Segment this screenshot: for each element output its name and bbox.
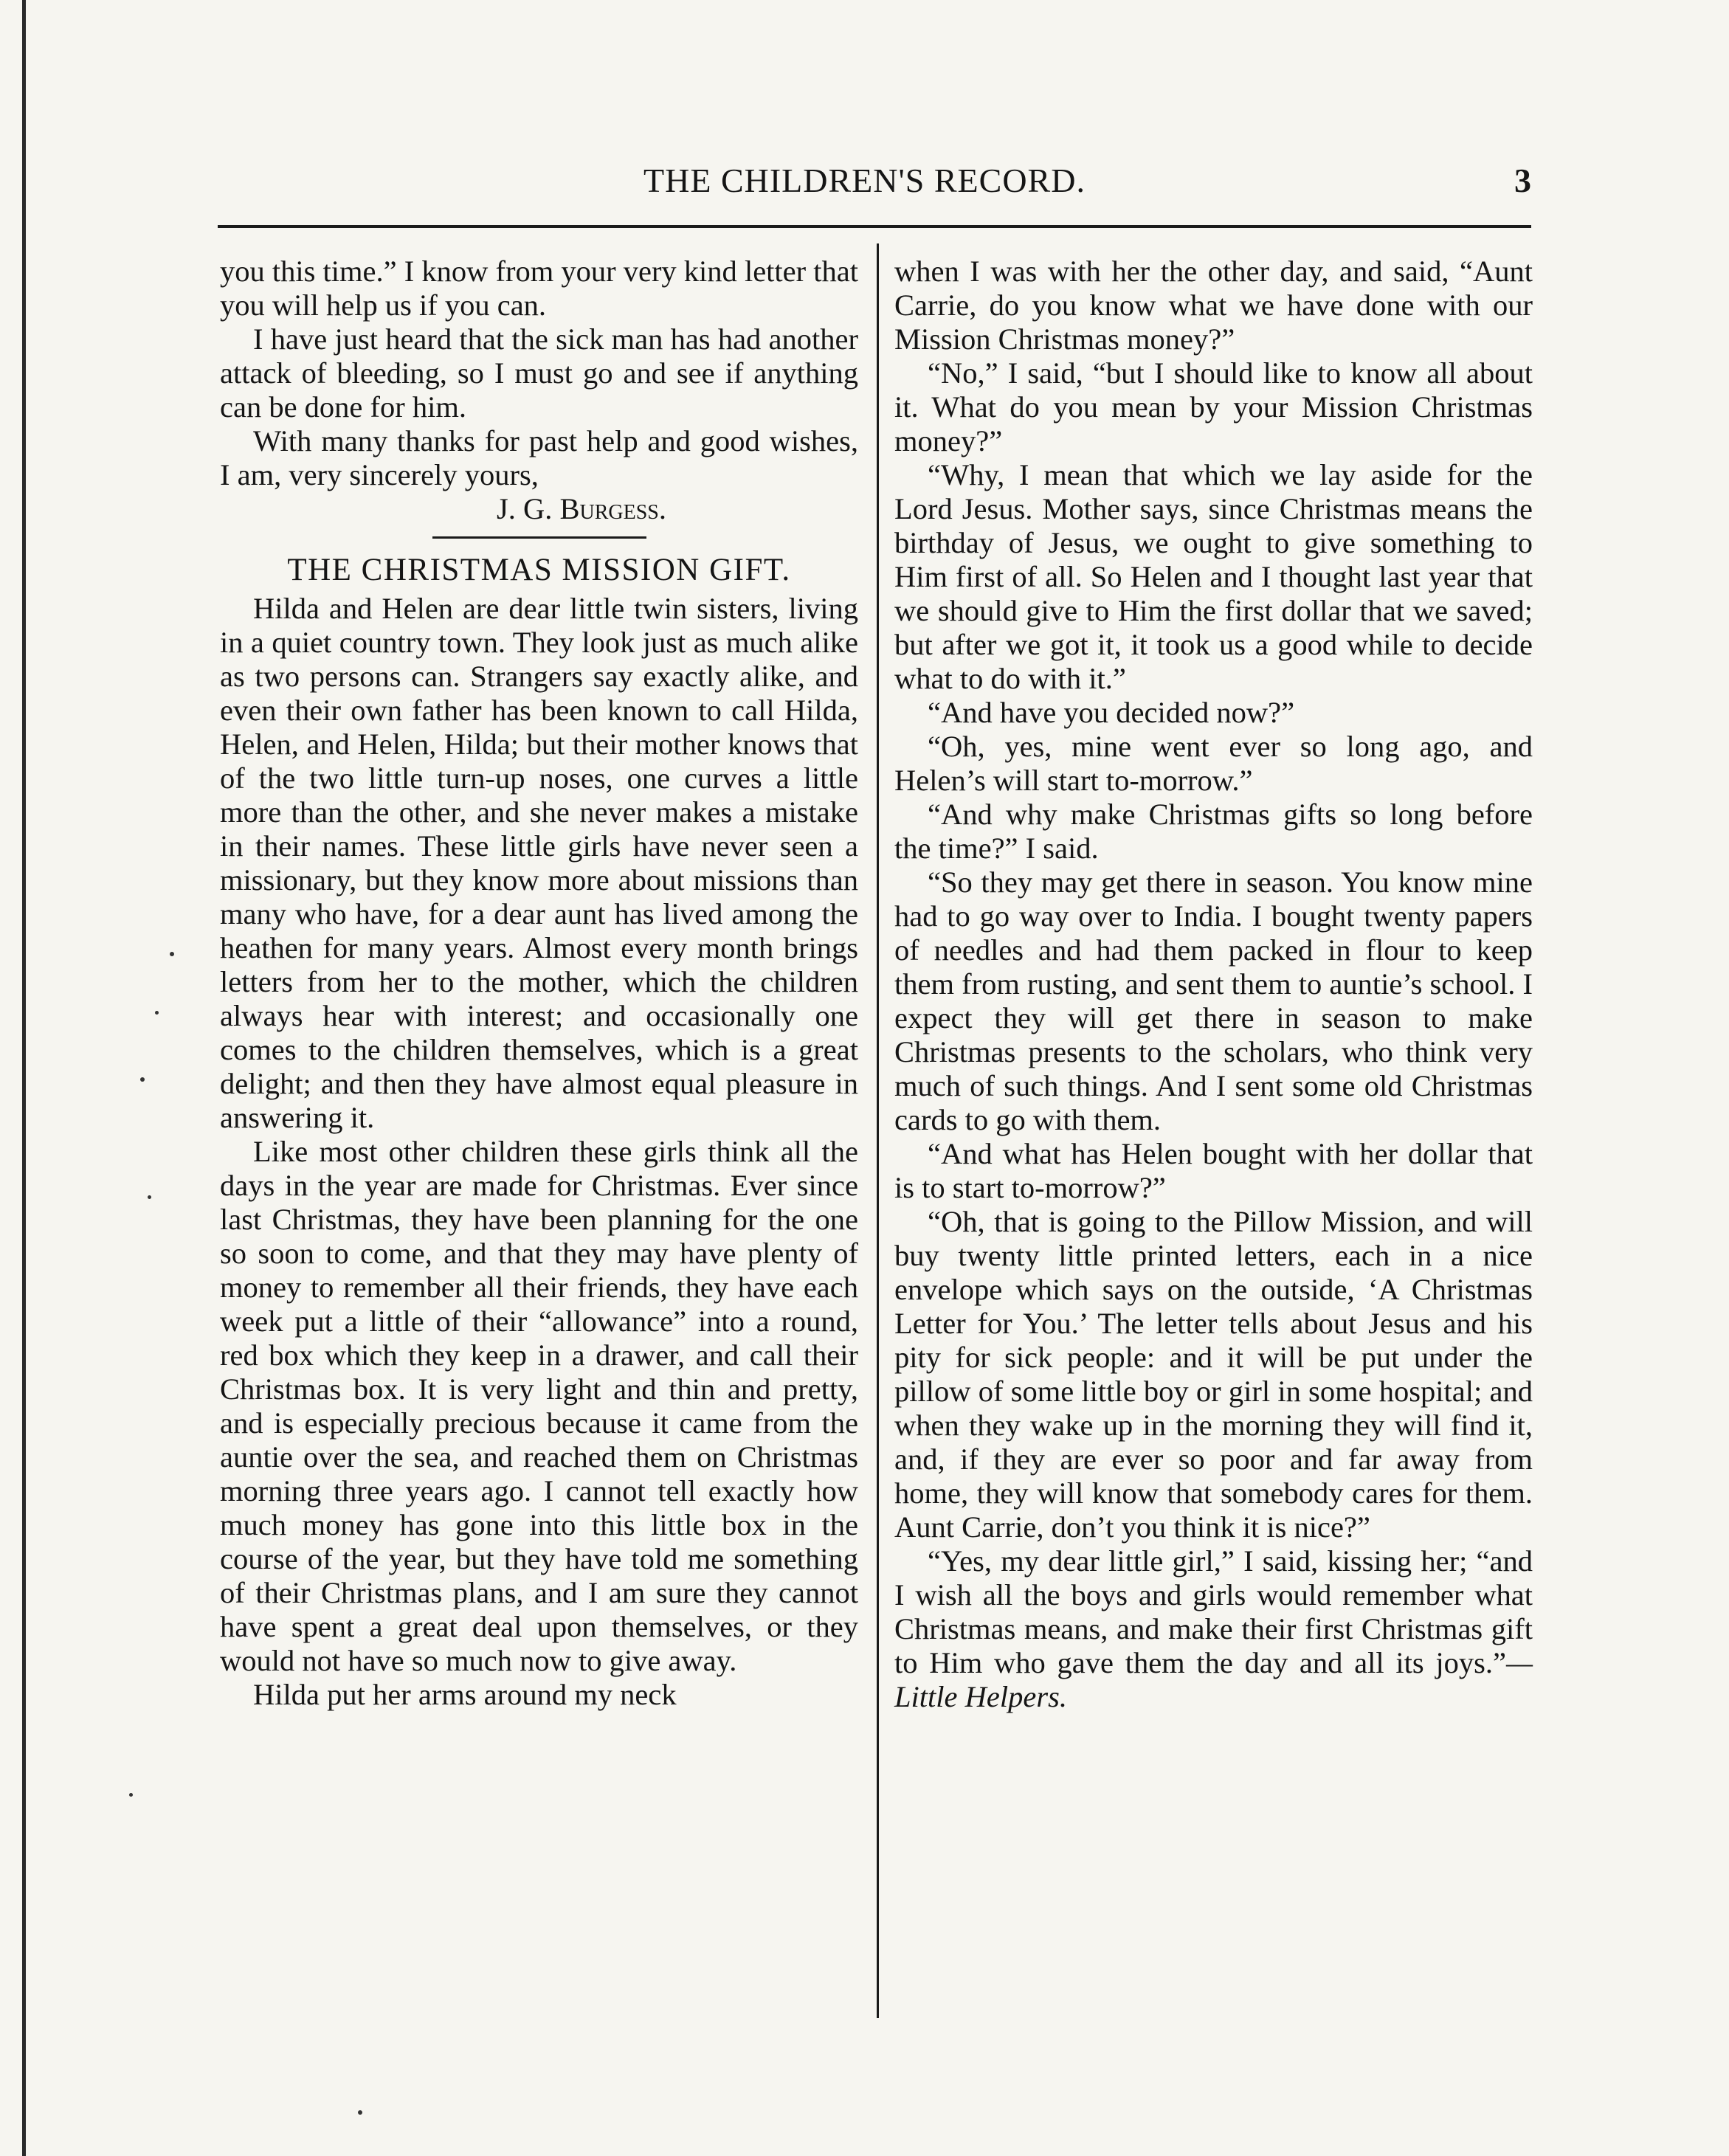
right-column (894, 255, 1533, 1714)
paragraph: “And what has Helen bought with her dollar that is to start to-morrow?” (894, 1137, 1533, 1204)
page-number: 3 (1514, 162, 1531, 199)
paragraph: “And have you decided now?” (928, 696, 1295, 729)
paragraph: Hilda and Helen are dear little twin sisters, living in a quiet country town. They look just as much alike as two persons can. Strangers say exactly alike, and even their own father has been known to call Hilda, Helen, and Helen, Hilda; but their mother knows that of the two little turn-up noses, one curves a little more than the other, and she never makes a mistake in their names. These little girls have never seen a missionary, but they know more about missions than many who have, for a dear aunt has lived among the heathen for many years. Almost every month brings letters from her to the mother, which the children always hear with interest; and occasionally one comes to the children themselves, which is a great delight; and then they have almost equal pleasure in answering it. (220, 592, 858, 1134)
margin-speck (148, 1195, 151, 1199)
margin-speck (170, 952, 174, 956)
signature: J. G. Burgess. (496, 492, 666, 525)
left-column (220, 255, 858, 1712)
paragraph: Like most other children these girls think all the days in the year are made for Christmas. Ever since last Christmas, they have been planning for the one so soon to come, and that they may have plenty of money to remember all their friends, they have each week put a little of their “allowance” into a round, red box which they keep in a drawer, and call their Christmas box. It is very light and thin and pretty, and is especially precious because it came from the auntie over the sea, and reached them on Christmas morning three years ago. I cannot tell exactly how much money has gone into this little box in the course of the year, but they have told me something of their Christmas plans, and I am sure they cannot have spent a great deal upon themselves, or they would not have so much now to give away. (220, 1135, 858, 1677)
margin-speck (140, 1077, 145, 1082)
margin-speck (129, 1793, 133, 1797)
attribution: —Little Helpers. (894, 1646, 1533, 1713)
paragraph: you this time.” I know from your very kind letter that you will help us if you can. (220, 255, 858, 322)
column-divider (877, 243, 879, 2018)
paragraph: Hilda put her arms around my neck (253, 1678, 677, 1711)
binding-edge (22, 0, 26, 2156)
paragraph: I have just heard that the sick man has had another attack of bleeding, so I must go and see if anything can be done for him. (220, 322, 858, 424)
paragraph-text: “Yes, my dear little girl,” I said, kissing her; “and I wish all the boys and girls would remember what Christmas means, and make their first Christmas gift to Him who gave them the day and all its joys.” (894, 1544, 1533, 1679)
article-title: THE CHRISTMAS MISSION GIFT. (287, 553, 791, 587)
paragraph: “And why make Christmas gifts so long before the time?” I said. (894, 798, 1533, 865)
paragraph: when I was with her the other day, and said, “Aunt Carrie, do you know what we have done with our Mission Christmas money?” (894, 255, 1533, 356)
paragraph: “Why, I mean that which we lay aside for the Lord Jesus. Mother says, since Christmas means the birthday of Jesus, we ought to give something to Him first of all. So Helen and I thought last year that we should give to Him the first dollar that we saved; but after we got it, it took us a good while to decide what to do with it.” (894, 458, 1533, 695)
paragraph: “No,” I said, “but I should like to know all about it. What do you mean by your Mission Christmas money?” (894, 356, 1533, 457)
section-divider (432, 536, 646, 539)
paragraph: “Oh, yes, mine went ever so long ago, and Helen’s will start to-morrow.” (894, 730, 1533, 797)
paragraph: With many thanks for past help and good wishes, I am, very sincerely yours, (220, 424, 858, 491)
margin-speck (155, 1011, 159, 1015)
paragraph: “So they may get there in season. You know mine had to go way over to India. I bought twenty papers of needles and had them packed in flour to keep them from rusting, and sent them to auntie’s school. I expect they will get there in season to make Christmas presents to the scholars, who think very much of such things. And I sent some old Christmas cards to go with them. (894, 865, 1533, 1136)
margin-speck (358, 2110, 362, 2115)
header-rule (218, 225, 1531, 228)
running-header-title: THE CHILDREN'S RECORD. (643, 162, 1086, 199)
paragraph: “Oh, that is going to the Pillow Mission, and will buy twenty little printed letters, each in a nice envelope which says on the outside, ‘A Christmas Letter for You.’ The letter tells about Jesus and his pity for sick people: and it will be put under the pillow of some little boy or girl in some hospital; and when they wake up in the morning they will find it, and, if they are ever so poor and far away from home, they will know that somebody cares for them. Aunt Carrie, don’t you think it is nice?” (894, 1205, 1533, 1544)
closing-paragraph (894, 1544, 1533, 1714)
